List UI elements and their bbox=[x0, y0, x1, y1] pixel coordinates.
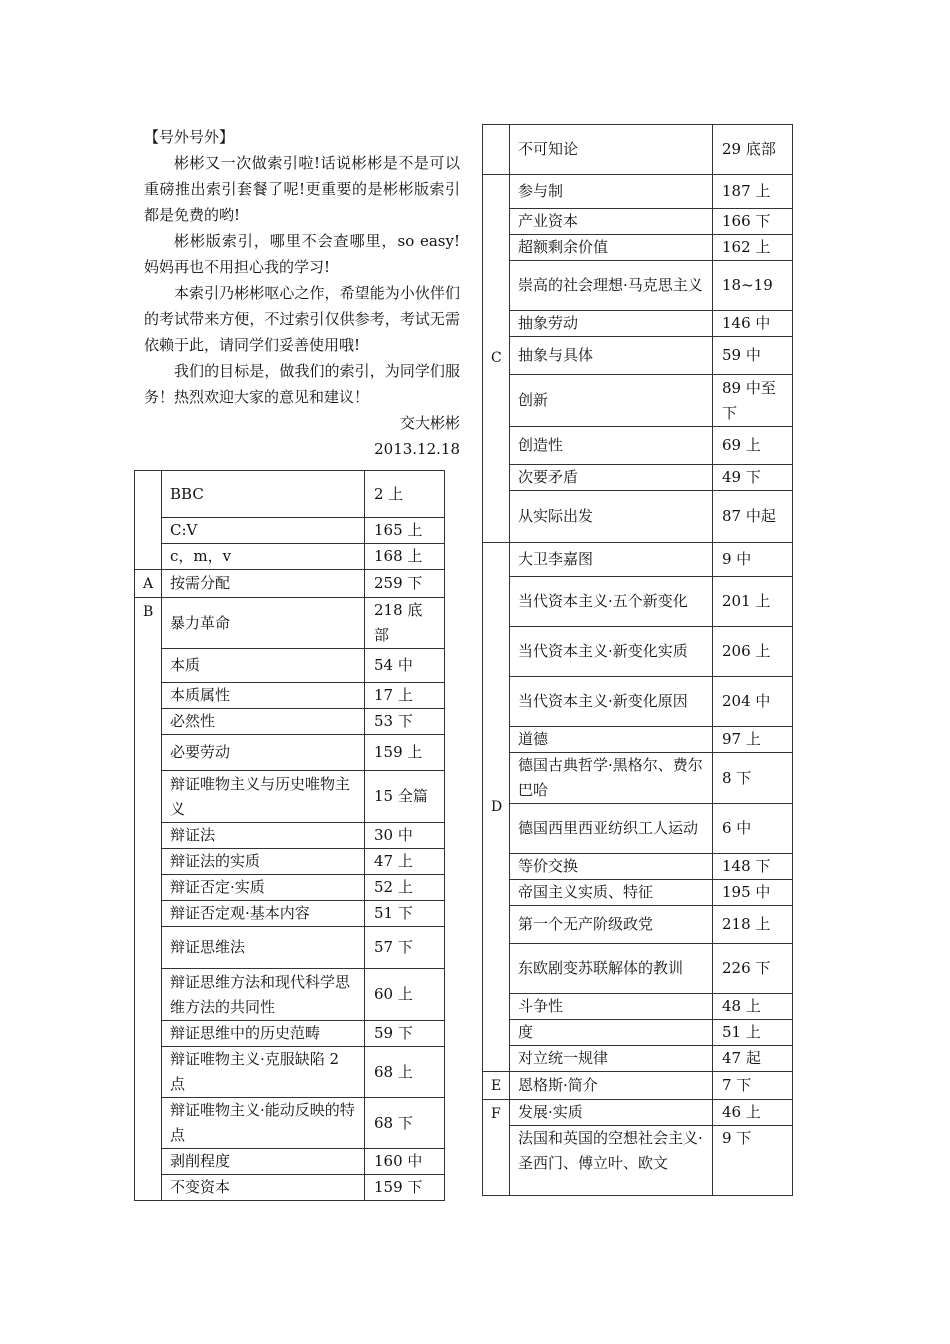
index-page: 59 下 bbox=[365, 1021, 445, 1047]
index-row bbox=[135, 544, 445, 570]
index-row bbox=[483, 1126, 793, 1196]
index-row bbox=[135, 771, 445, 823]
index-page: 59 中 bbox=[713, 337, 793, 375]
index-term: 度 bbox=[510, 1020, 713, 1046]
index-page: 69 上 bbox=[713, 427, 793, 465]
index-page: 159 下 bbox=[365, 1175, 445, 1201]
index-row bbox=[135, 823, 445, 849]
index-term: 不变资本 bbox=[162, 1175, 365, 1201]
index-term: 东欧剧变苏联解体的教训 bbox=[510, 944, 713, 994]
index-term: 产业资本 bbox=[510, 209, 713, 235]
index-row bbox=[483, 543, 793, 577]
index-row bbox=[483, 375, 793, 427]
index-page: 57 下 bbox=[365, 927, 445, 969]
index-page: 6 中 bbox=[713, 804, 793, 854]
index-row bbox=[483, 994, 793, 1020]
index-page: 30 中 bbox=[365, 823, 445, 849]
index-page: 17 上 bbox=[365, 683, 445, 709]
index-page: 51 下 bbox=[365, 901, 445, 927]
index-term: 对立统一规律 bbox=[510, 1046, 713, 1072]
notice-paragraph: 我们的目标是，做我们的索引，为同学们服务！热烈欢迎大家的意见和建议！ bbox=[144, 362, 460, 406]
index-term: C:V bbox=[162, 518, 365, 544]
index-term: 当代资本主义·新变化实质 bbox=[510, 627, 713, 677]
index-page: 9 中 bbox=[713, 543, 793, 577]
index-letter bbox=[135, 471, 162, 570]
index-letter: A bbox=[135, 570, 162, 598]
index-page: 148 下 bbox=[713, 854, 793, 880]
index-page: 51 上 bbox=[713, 1020, 793, 1046]
index-term: 不可知论 bbox=[510, 125, 713, 175]
index-row bbox=[135, 518, 445, 544]
index-page: 97 上 bbox=[713, 727, 793, 753]
index-row bbox=[483, 1020, 793, 1046]
index-term: 创新 bbox=[510, 375, 713, 427]
index-term: 辩证思维中的历史范畴 bbox=[162, 1021, 365, 1047]
index-row bbox=[135, 649, 445, 683]
index-term: 德国古典哲学·黑格尔、费尔巴哈 bbox=[510, 753, 713, 804]
index-page: 160 中 bbox=[365, 1149, 445, 1175]
index-term: 辩证法 bbox=[162, 823, 365, 849]
index-page: 159 上 bbox=[365, 735, 445, 771]
index-term: 德国西里西亚纺织工人运动 bbox=[510, 804, 713, 854]
index-page: 206 上 bbox=[713, 627, 793, 677]
index-row bbox=[135, 570, 445, 598]
index-row bbox=[135, 1149, 445, 1175]
index-term: 按需分配 bbox=[162, 570, 365, 598]
index-letter: B bbox=[135, 598, 162, 1201]
index-row bbox=[483, 804, 793, 854]
index-term: 大卫李嘉图 bbox=[510, 543, 713, 577]
index-page: 226 下 bbox=[713, 944, 793, 994]
index-term: 法国和英国的空想社会主义·圣西门、傅立叶、欧文 bbox=[510, 1126, 713, 1196]
index-row bbox=[135, 735, 445, 771]
index-row bbox=[483, 311, 793, 337]
notice-heading: 【号外号外】 bbox=[144, 128, 235, 146]
index-term: 恩格斯·简介 bbox=[510, 1072, 713, 1100]
index-letter: F bbox=[483, 1100, 510, 1196]
index-row bbox=[483, 727, 793, 753]
index-page: 48 上 bbox=[713, 994, 793, 1020]
index-page: 165 上 bbox=[365, 518, 445, 544]
index-row bbox=[135, 1047, 445, 1098]
index-row bbox=[483, 753, 793, 804]
index-page: 259 下 bbox=[365, 570, 445, 598]
index-term: 发展·实质 bbox=[510, 1100, 713, 1126]
index-term: 斗争性 bbox=[510, 994, 713, 1020]
index-row bbox=[135, 901, 445, 927]
index-page: 49 下 bbox=[713, 465, 793, 491]
index-row bbox=[483, 944, 793, 994]
index-row bbox=[483, 906, 793, 944]
index-term: 超额剩余价值 bbox=[510, 235, 713, 261]
index-term: 参与制 bbox=[510, 175, 713, 209]
index-row bbox=[135, 927, 445, 969]
index-row bbox=[483, 1100, 793, 1126]
index-term: 创造性 bbox=[510, 427, 713, 465]
index-letter: E bbox=[483, 1072, 510, 1100]
index-term: 道德 bbox=[510, 727, 713, 753]
index-row bbox=[483, 627, 793, 677]
index-letter: C bbox=[483, 175, 510, 543]
index-page: 8 下 bbox=[713, 753, 793, 804]
index-term: c，m，v bbox=[162, 544, 365, 570]
index-page: 68 下 bbox=[365, 1098, 445, 1149]
index-page: 9 下 bbox=[713, 1126, 793, 1196]
index-row bbox=[135, 709, 445, 735]
index-row bbox=[483, 1072, 793, 1100]
index-row bbox=[483, 677, 793, 727]
index-page: 46 上 bbox=[713, 1100, 793, 1126]
index-term: 辩证思维方法和现代科学思维方法的共同性 bbox=[162, 969, 365, 1021]
index-row bbox=[135, 849, 445, 875]
notice-date: 2013.12.18 bbox=[374, 440, 460, 458]
index-term: 辩证否定观·基本内容 bbox=[162, 901, 365, 927]
index-term: 崇高的社会理想·马克思主义 bbox=[510, 261, 713, 311]
index-row bbox=[483, 125, 793, 175]
index-page: 168 上 bbox=[365, 544, 445, 570]
index-row bbox=[483, 209, 793, 235]
index-table-right bbox=[482, 124, 793, 1196]
index-page: 54 中 bbox=[365, 649, 445, 683]
index-term: 本质属性 bbox=[162, 683, 365, 709]
index-term: 必然性 bbox=[162, 709, 365, 735]
index-row bbox=[483, 880, 793, 906]
index-page: 29 底部 bbox=[713, 125, 793, 175]
index-page: 146 中 bbox=[713, 311, 793, 337]
index-term: 次要矛盾 bbox=[510, 465, 713, 491]
index-term: 抽象与具体 bbox=[510, 337, 713, 375]
index-term: 辩证思维法 bbox=[162, 927, 365, 969]
notice-paragraph: 彬彬版索引，哪里不会查哪里，so easy!妈妈再也不用担心我的学习! bbox=[144, 232, 460, 276]
index-page: 2 上 bbox=[365, 471, 445, 518]
index-term: 帝国主义实质、特征 bbox=[510, 880, 713, 906]
index-row bbox=[135, 1098, 445, 1149]
index-page: 195 中 bbox=[713, 880, 793, 906]
index-row bbox=[135, 683, 445, 709]
index-term: 当代资本主义·五个新变化 bbox=[510, 577, 713, 627]
index-page: 166 下 bbox=[713, 209, 793, 235]
index-row bbox=[135, 1175, 445, 1201]
index-page: 47 上 bbox=[365, 849, 445, 875]
index-term: 辩证唯物主义与历史唯物主义 bbox=[162, 771, 365, 823]
index-row bbox=[483, 491, 793, 543]
index-row bbox=[483, 175, 793, 209]
notice-paragraph: 本索引乃彬彬呕心之作，希望能为小伙伴们的考试带来方便，不过索引仅供参考，考试无需依赖于此，请同学们妥善使用哦! bbox=[144, 284, 460, 354]
index-row bbox=[135, 1021, 445, 1047]
index-page: 47 起 bbox=[713, 1046, 793, 1072]
index-row bbox=[483, 854, 793, 880]
index-row bbox=[483, 577, 793, 627]
index-term: 辩证法的实质 bbox=[162, 849, 365, 875]
index-term: 必要劳动 bbox=[162, 735, 365, 771]
index-letter: D bbox=[483, 543, 510, 1072]
index-term: 抽象劳动 bbox=[510, 311, 713, 337]
index-page: 89 中至下 bbox=[713, 375, 793, 427]
index-row bbox=[483, 465, 793, 491]
index-term: BBC bbox=[162, 471, 365, 518]
index-term: 辩证唯物主义·能动反映的特点 bbox=[162, 1098, 365, 1149]
index-term: 辩证否定·实质 bbox=[162, 875, 365, 901]
index-page: 68 上 bbox=[365, 1047, 445, 1098]
index-term: 等价交换 bbox=[510, 854, 713, 880]
index-row bbox=[483, 1046, 793, 1072]
index-row bbox=[135, 875, 445, 901]
index-letter bbox=[483, 125, 510, 175]
index-term: 从实际出发 bbox=[510, 491, 713, 543]
index-row bbox=[483, 235, 793, 261]
index-page: 187 上 bbox=[713, 175, 793, 209]
index-term: 当代资本主义·新变化原因 bbox=[510, 677, 713, 727]
intro-notice bbox=[144, 124, 460, 462]
index-page: 18~19 bbox=[713, 261, 793, 311]
index-page: 15 全篇 bbox=[365, 771, 445, 823]
index-page: 53 下 bbox=[365, 709, 445, 735]
index-body-right bbox=[483, 125, 793, 1196]
index-page: 87 中起 bbox=[713, 491, 793, 543]
index-body-left bbox=[135, 471, 445, 1201]
notice-paragraph: 彬彬又一次做索引啦!话说彬彬是不是可以重磅推出索引套餐了呢!更重要的是彬彬版索引都是免费的哟! bbox=[144, 154, 460, 224]
index-term: 辩证唯物主义·克服缺陷 2 点 bbox=[162, 1047, 365, 1098]
index-page: 52 上 bbox=[365, 875, 445, 901]
index-row bbox=[135, 471, 445, 518]
index-row bbox=[483, 427, 793, 465]
index-row bbox=[483, 261, 793, 311]
index-row bbox=[135, 969, 445, 1021]
index-page: 60 上 bbox=[365, 969, 445, 1021]
index-row bbox=[483, 337, 793, 375]
index-table-left bbox=[134, 470, 445, 1201]
index-page: 218 上 bbox=[713, 906, 793, 944]
index-term: 本质 bbox=[162, 649, 365, 683]
index-term: 暴力革命 bbox=[162, 598, 365, 649]
index-page: 201 上 bbox=[713, 577, 793, 627]
index-term: 第一个无产阶级政党 bbox=[510, 906, 713, 944]
index-page: 204 中 bbox=[713, 677, 793, 727]
index-page: 7 下 bbox=[713, 1072, 793, 1100]
index-page: 162 上 bbox=[713, 235, 793, 261]
index-term: 剥削程度 bbox=[162, 1149, 365, 1175]
index-page: 218 底部 bbox=[365, 598, 445, 649]
index-row bbox=[135, 598, 445, 649]
notice-signature: 交大彬彬 bbox=[399, 414, 460, 432]
